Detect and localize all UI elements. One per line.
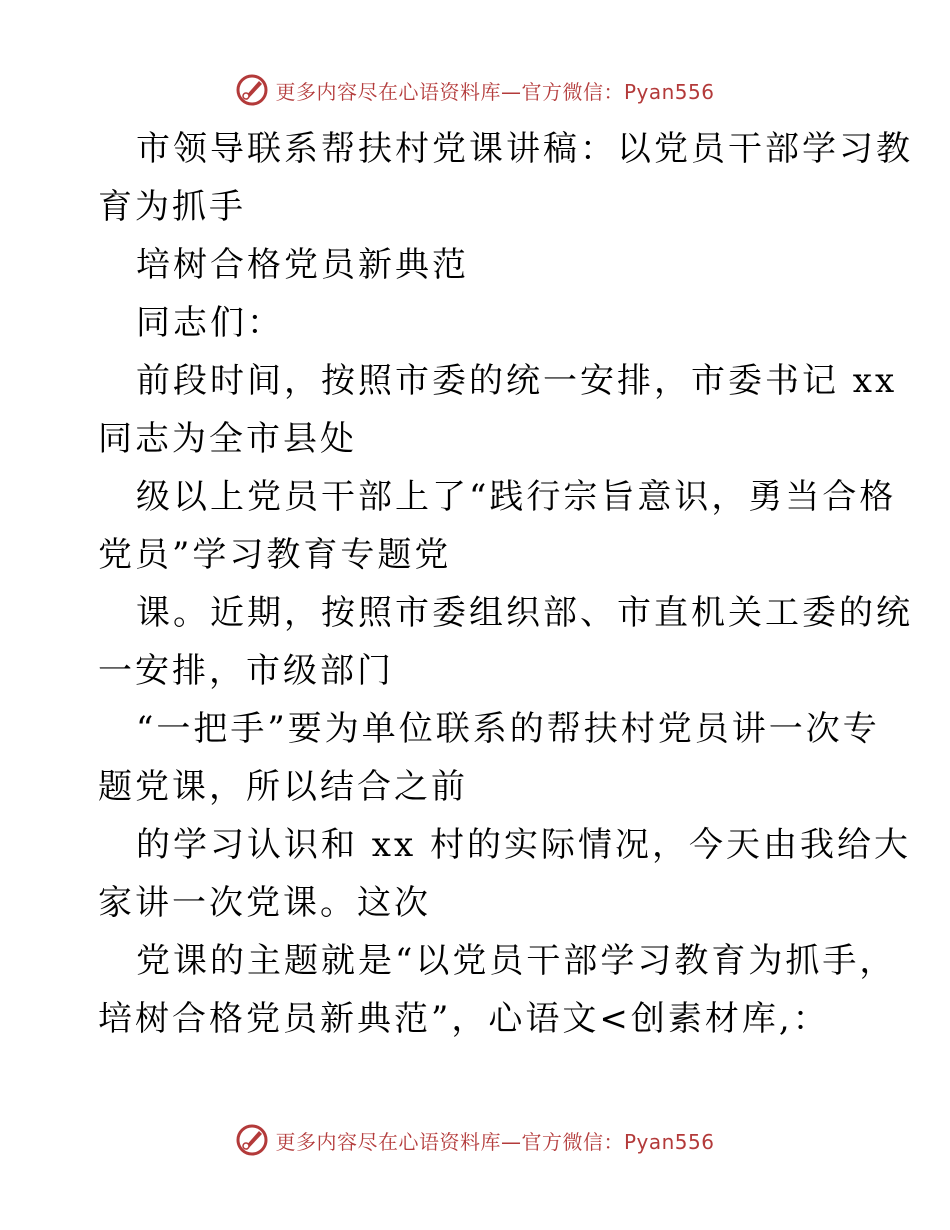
watermark-text: 更多内容尽在心语资料库—官方微信：Pyan556 <box>275 79 715 104</box>
header-watermark <box>0 70 950 110</box>
text-line: 同志们： <box>136 303 284 343</box>
text-line: 一安排，市级部门 <box>98 651 394 691</box>
text-line: 培树合格党员新典范 <box>136 245 469 285</box>
text-line: 育为抓手 <box>98 187 246 227</box>
text-line: 的学习认识和 xx 村的实际情况，今天由我给大 <box>136 825 911 865</box>
text-line: 前段时间，按照市委的统一安排，市委书记 xx <box>136 361 898 401</box>
quill-logo-icon <box>235 73 269 107</box>
document-body <box>98 120 913 1048</box>
text-line: 培树合格党员新典范”，心语文<创素材库,： <box>98 999 830 1039</box>
document-text <box>98 120 913 1048</box>
text-line: “一把手”要为单位联系的帮扶村党员讲一次专 <box>136 709 880 749</box>
text-line: 级以上党员干部上了“践行宗旨意识，勇当合格 <box>136 477 897 517</box>
watermark-text: 更多内容尽在心语资料库—官方微信：Pyan556 <box>275 1129 715 1154</box>
text-line: 党课的主题就是“以党员干部学习教育为抓手， <box>136 941 897 981</box>
text-line: 题党课，所以结合之前 <box>98 767 468 807</box>
text-line: 同志为全市县处 <box>98 419 357 459</box>
footer-watermark <box>0 1120 950 1160</box>
text-line: 课。近期，按照市委组织部、市直机关工委的统 <box>136 593 913 633</box>
text-line: 党员”学习教育专题党 <box>98 535 452 575</box>
quill-logo-icon <box>235 1123 269 1157</box>
text-line: 市领导联系帮扶村党课讲稿：以党员干部学习教 <box>136 129 913 169</box>
text-line: 家讲一次党课。这次 <box>98 883 431 923</box>
